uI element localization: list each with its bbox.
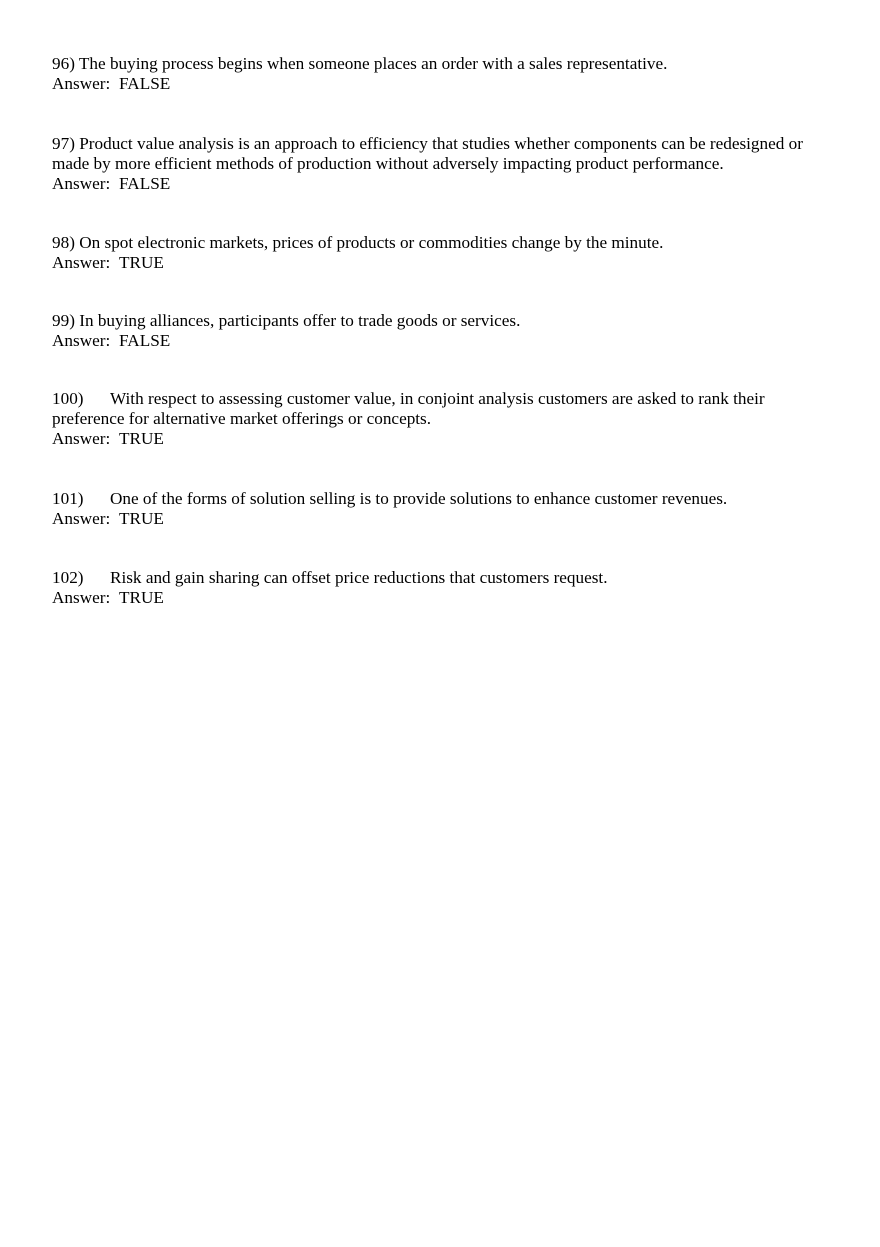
question-number: 102) xyxy=(52,568,84,587)
question-101 xyxy=(52,489,832,529)
question-number: 96) xyxy=(52,54,75,73)
answer-value: TRUE xyxy=(119,508,164,528)
question-text: With respect to assessing customer value, in conjoint analysis customers are asked to rank their xyxy=(110,389,765,408)
question-text: On spot electronic markets, prices of products or commodities change by the minute. xyxy=(79,233,664,252)
question-text-line xyxy=(52,568,832,588)
question-text-line xyxy=(52,233,832,253)
answer-value: TRUE xyxy=(119,587,164,607)
answer-line xyxy=(52,174,832,194)
question-96 xyxy=(52,54,832,94)
answer-value: TRUE xyxy=(119,252,164,272)
question-text: The buying process begins when someone places an order with a sales representative. xyxy=(78,54,668,73)
question-text-line xyxy=(52,134,832,154)
question-number: 98) xyxy=(52,233,75,252)
answer-label: Answer: xyxy=(52,428,111,448)
question-text-line xyxy=(52,154,832,174)
answer-label: Answer: xyxy=(52,587,111,607)
answer-value: FALSE xyxy=(119,73,171,93)
answer-line xyxy=(52,588,832,608)
answer-value: FALSE xyxy=(119,330,171,350)
question-text-line xyxy=(52,489,832,509)
question-97 xyxy=(52,134,832,193)
question-text: Risk and gain sharing can offset price reductions that customers request. xyxy=(110,568,608,587)
question-99 xyxy=(52,311,832,351)
question-text-line xyxy=(52,409,832,429)
question-text: made by more efficient methods of production without adversely impacting product performance. xyxy=(52,153,724,173)
answer-line xyxy=(52,331,832,351)
question-text-line xyxy=(52,389,832,409)
question-number: 97) xyxy=(52,134,75,153)
question-text: In buying alliances, participants offer to trade goods or services. xyxy=(79,311,521,330)
question-number: 101) xyxy=(52,489,84,508)
answer-line xyxy=(52,509,832,529)
answer-line xyxy=(52,429,832,449)
answer-label: Answer: xyxy=(52,252,111,272)
question-98 xyxy=(52,233,832,273)
question-text: One of the forms of solution selling is to provide solutions to enhance customer revenues. xyxy=(110,489,728,508)
answer-line xyxy=(52,253,832,273)
answer-line xyxy=(52,74,832,94)
answer-label: Answer: xyxy=(52,508,111,528)
question-text: Product value analysis is an approach to efficiency that studies whether components can be redesigned or xyxy=(79,134,803,153)
question-number: 99) xyxy=(52,311,75,330)
question-100 xyxy=(52,389,832,448)
question-text: preference for alternative market offerings or concepts. xyxy=(52,408,432,428)
answer-label: Answer: xyxy=(52,330,111,350)
answer-value: FALSE xyxy=(119,173,171,193)
question-text-line xyxy=(52,54,832,74)
question-number: 100) xyxy=(52,389,84,408)
answer-label: Answer: xyxy=(52,173,111,193)
answer-value: TRUE xyxy=(119,428,164,448)
question-102 xyxy=(52,568,832,608)
answer-label: Answer: xyxy=(52,73,111,93)
question-text-line xyxy=(52,311,832,331)
